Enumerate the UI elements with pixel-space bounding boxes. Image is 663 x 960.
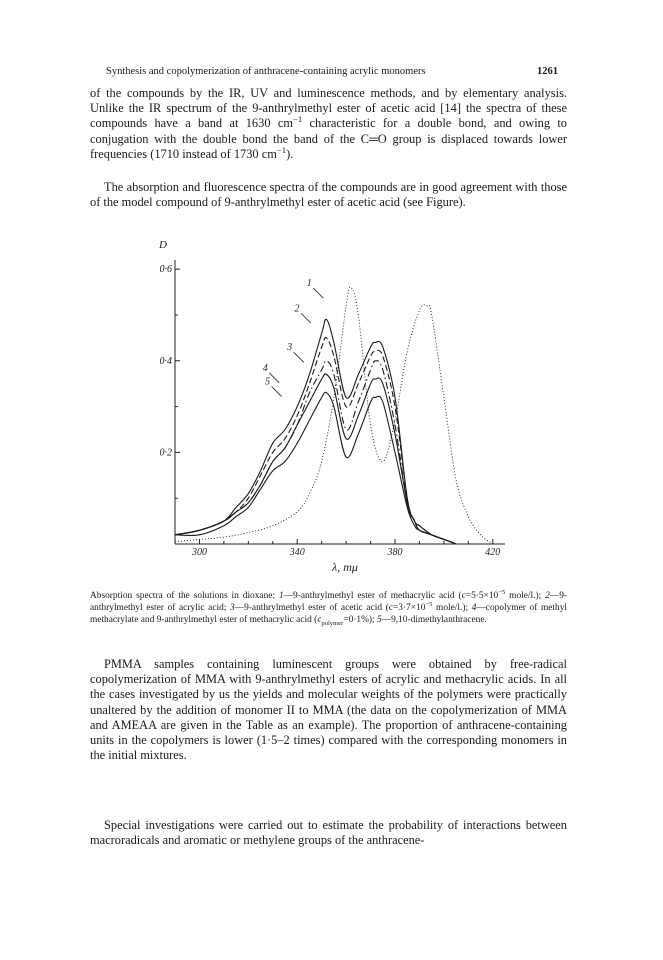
paragraph-1-text-b: characteristic for a double bond, and owing to conjugation with the double bond the band of the C═O group is displaced towards lower frequencies (1710 instead of 1730 cm [90, 116, 568, 161]
curve-label-leader [272, 387, 282, 397]
series-line-2 [175, 337, 456, 544]
y-tick-label: 0·4 [159, 355, 172, 367]
subscript: polymer [321, 620, 344, 628]
curve-label-leader [294, 352, 304, 362]
caption-text: Absorption spectra of the solutions in dioxane: [90, 591, 279, 601]
caption-curve-number: 2 [545, 591, 550, 601]
caption-text: —9,10-dimethylanthracene. [381, 615, 487, 626]
page-number: 1261 [537, 66, 558, 77]
superscript: −5 [498, 588, 506, 596]
caption-text: —copolymer of methyl methacrylate and 9-anthrylmethyl ester of methacrylic acid (c [90, 603, 567, 626]
chart-curves [175, 287, 493, 544]
paragraph-3: PMMA samples containing luminescent groups were obtained by free-radical copolymerization of MMA with 9-anthrylmethyl esters of acrylic and methacrylic acids. In all the cases investigated by us the yields and molecular weights of the polymers were practically unaltered by the addition of monomer II to MMA (the data on the copolymerization of MMA and AMEAA are given in the Table as an example). The proportion of anthracene-containing units in the copolymers is lower (1·5–2 times) compared with the corresponding monomers in the initial mixtures. [90, 657, 567, 763]
x-axis-label: λ, mμ [332, 560, 358, 574]
absorption-spectra-figure [130, 232, 530, 587]
superscript: −1 [276, 144, 287, 155]
caption-text: —9-anthrylmethyl ester of acetic acid (c=3·7×10 [234, 603, 426, 614]
series-line-3 [175, 361, 456, 544]
figure-caption [90, 590, 567, 627]
x-tick-label: 420 [485, 547, 501, 558]
caption-text: =0·1%); [343, 615, 377, 626]
paragraph-1-text-c: ). [286, 146, 294, 161]
caption-curve-number: 1 [278, 591, 284, 601]
series-line-fluorescence [175, 287, 493, 544]
y-axis-label: D [159, 239, 167, 251]
chart-labels [263, 278, 324, 396]
x-tick-label: 380 [387, 547, 403, 558]
curve-label-leader [313, 288, 323, 298]
running-title: Synthesis and copolymerization of anthracene-containing acrylic monomers [106, 66, 426, 77]
superscript: −1 [293, 114, 303, 125]
y-tick-label: 0·6 [159, 264, 172, 276]
paragraph-1 [90, 86, 567, 162]
curve-label-leader [301, 313, 311, 323]
caption-text: mole/l.); [432, 603, 472, 614]
series-line-1 [175, 319, 456, 544]
caption-curve-number: 5 [377, 615, 382, 626]
caption-text: —9-anthrylmethyl ester of methacrylic acid (c=5·5×10 [283, 591, 499, 601]
caption-curve-number: 4 [471, 603, 477, 614]
y-tick-label: 0·2 [159, 447, 172, 459]
running-header [106, 66, 558, 77]
curve-label-4: 4 [262, 362, 268, 374]
caption-text: —9-anthrylmethyl ester of acrylic acid; [90, 591, 568, 614]
series-line-4 [175, 374, 456, 544]
paragraph-2: The absorption and fluorescence spectra of the compounds are in good agreement with those of the model compound of 9-anthrylmethyl ester of acetic acid (see Figure). [90, 180, 567, 210]
curve-label-1: 1 [306, 278, 312, 290]
superscript: −5 [425, 601, 433, 609]
caption-curve-number: 3 [230, 603, 235, 614]
curve-label-5: 5 [265, 376, 271, 388]
chart-axes [158, 239, 505, 574]
curve-label-3: 3 [287, 342, 293, 354]
caption-text: mole/l.); [505, 591, 546, 601]
curve-label-leader [269, 373, 279, 383]
x-tick-label: 340 [289, 547, 305, 558]
paragraph-4: Special investigations were carried out to estimate the probability of interactions between macroradicals and aromatic or methylene groups of the anthracene- [90, 818, 567, 848]
x-tick-label: 300 [191, 547, 207, 558]
paragraph-1-text-a: of the compounds by the IR, UV and luminescence methods, and by elementary analysis. Unlike the IR spectrum of the 9-anthrylmethyl ester of acetic acid [14] the spectra of these compounds have a band at 1630 cm [90, 86, 567, 131]
series-line-5 [175, 392, 456, 544]
curve-label-2: 2 [294, 303, 300, 315]
